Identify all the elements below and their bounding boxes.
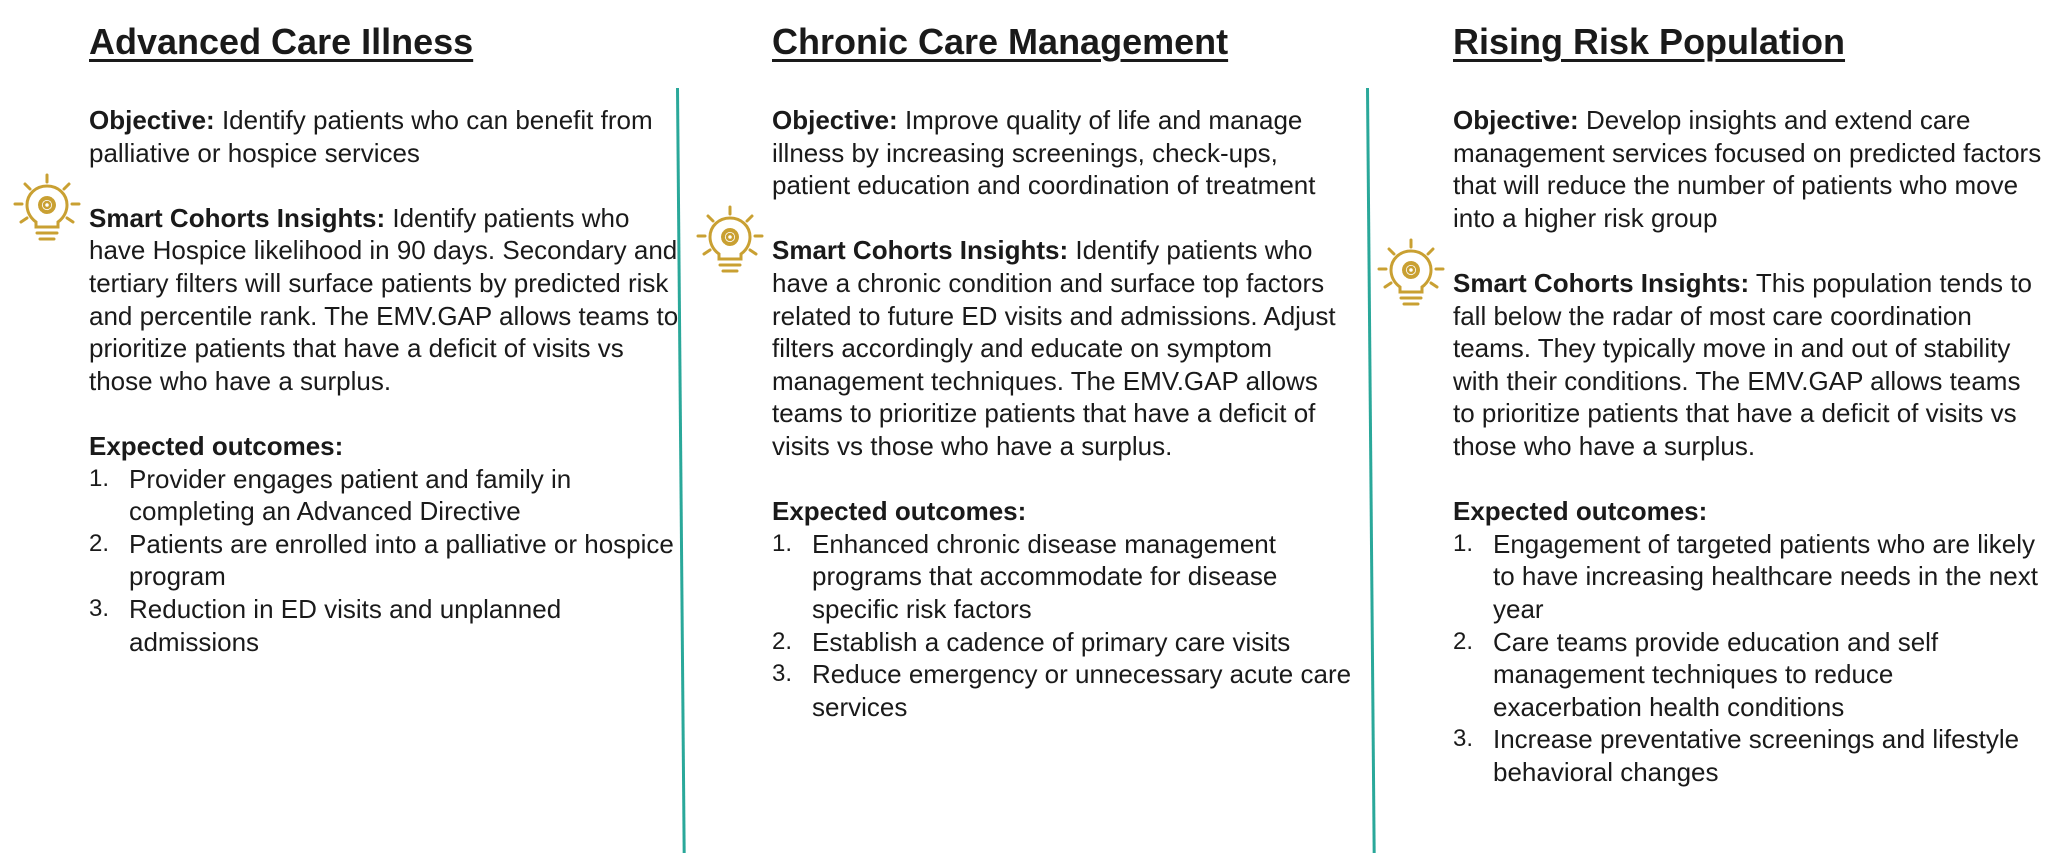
lightbulb-gear-icon xyxy=(692,204,768,280)
insights-paragraph xyxy=(1453,267,2043,463)
insights-paragraph xyxy=(89,202,679,398)
outcomes-list xyxy=(89,463,679,659)
list-text: Establish a cadence of primary care visits xyxy=(812,626,1291,657)
list-item xyxy=(89,528,679,593)
list-item xyxy=(772,626,1360,659)
insights-label: Smart Cohorts Insights: xyxy=(1453,267,1750,298)
objective-text: Identify patients who can benefit from palliative or hospice services xyxy=(89,105,653,168)
lightbulb-gear-icon xyxy=(9,172,85,248)
outcomes-heading: Expected outcomes: xyxy=(1453,496,1708,527)
list-number: 3. xyxy=(772,660,793,688)
objective-text: Develop insights and extend care management services focused on predicted factors that will reduce the number of patients who move into a higher risk group xyxy=(1453,105,2042,233)
objective-label: Objective: xyxy=(1453,105,1579,135)
objective-paragraph xyxy=(1453,104,2043,234)
list-text: Reduce emergency or unnecessary acute care services xyxy=(812,659,1352,722)
objective-paragraph xyxy=(772,104,1360,202)
column-advanced-care-illness xyxy=(89,18,679,658)
list-text: Enhanced chronic disease management programs that accommodate for disease specific risk factors xyxy=(812,528,1278,624)
insights-text: Identify patients who have a chronic condition and surface top factors related to future ED visits and admissions. Adjust filters accordingly and educate on symptom management techniques. The EMV.GAP allows teams to prioritize patients that have a deficit of visits vs those who have a surplus. xyxy=(772,235,1336,461)
list-number: 1. xyxy=(89,464,110,492)
list-item xyxy=(772,658,1360,723)
column-rising-risk-population xyxy=(1453,18,2043,788)
objective-text: Improve quality of life and manage illness by increasing screenings, check-ups, patient education and coordination of treatment xyxy=(772,105,1316,201)
outcomes-list xyxy=(1453,528,2043,789)
column-chronic-care-management xyxy=(772,18,1360,723)
insights-text: Identify patients who have Hospice likelihood in 90 days. Secondary and tertiary filters will surface patients by predicted risk and percentile rank. The EMV.GAP allows teams to prioritize patients that have a deficit of visits vs those who have a surplus. xyxy=(89,202,679,396)
list-number: 3. xyxy=(1453,725,1474,753)
list-number: 3. xyxy=(89,594,110,622)
outcomes-heading: Expected outcomes: xyxy=(89,430,344,461)
list-text: Engagement of targeted patients who are likely to have increasing healthcare needs in the next year xyxy=(1493,528,2038,624)
column-title: Rising Risk Population xyxy=(1453,21,1846,62)
insights-label: Smart Cohorts Insights: xyxy=(772,235,1069,266)
list-number: 1. xyxy=(1453,529,1474,557)
list-item xyxy=(1453,723,2043,788)
list-item xyxy=(1453,528,2043,626)
column-divider xyxy=(1366,88,1376,853)
list-text: Provider engages patient and family in completing an Advanced Directive xyxy=(129,463,572,527)
outcomes-list xyxy=(772,528,1360,724)
list-number: 2. xyxy=(772,627,793,655)
insights-text: This population tends to fall below the radar of most care coordination teams. They typically move in and out of stability with their conditions. The EMV.GAP allows teams to prioritize patients that have a deficit of visits vs those who have a surplus. xyxy=(1453,267,2032,461)
outcomes-heading: Expected outcomes: xyxy=(772,496,1027,527)
column-title: Advanced Care Illness xyxy=(89,21,474,62)
column-title: Chronic Care Management xyxy=(772,21,1229,62)
objective-label: Objective: xyxy=(89,105,215,135)
list-item xyxy=(1453,626,2043,724)
list-item xyxy=(89,593,679,658)
list-number: 2. xyxy=(1453,627,1474,655)
list-text: Increase preventative screenings and lifestyle behavioral changes xyxy=(1493,724,2020,787)
insights-paragraph xyxy=(772,234,1360,462)
list-number: 2. xyxy=(89,529,110,557)
list-text: Reduction in ED visits and unplanned admissions xyxy=(129,593,562,657)
objective-label: Objective: xyxy=(772,105,898,135)
objective-paragraph xyxy=(89,104,679,169)
list-item xyxy=(772,528,1360,626)
list-text: Patients are enrolled into a palliative or hospice program xyxy=(129,528,674,592)
list-text: Care teams provide education and self management techniques to reduce exacerbation health conditions xyxy=(1493,626,1939,722)
list-item xyxy=(89,463,679,528)
lightbulb-gear-icon xyxy=(1373,237,1449,313)
list-number: 1. xyxy=(772,529,793,557)
insights-label: Smart Cohorts Insights: xyxy=(89,202,386,233)
